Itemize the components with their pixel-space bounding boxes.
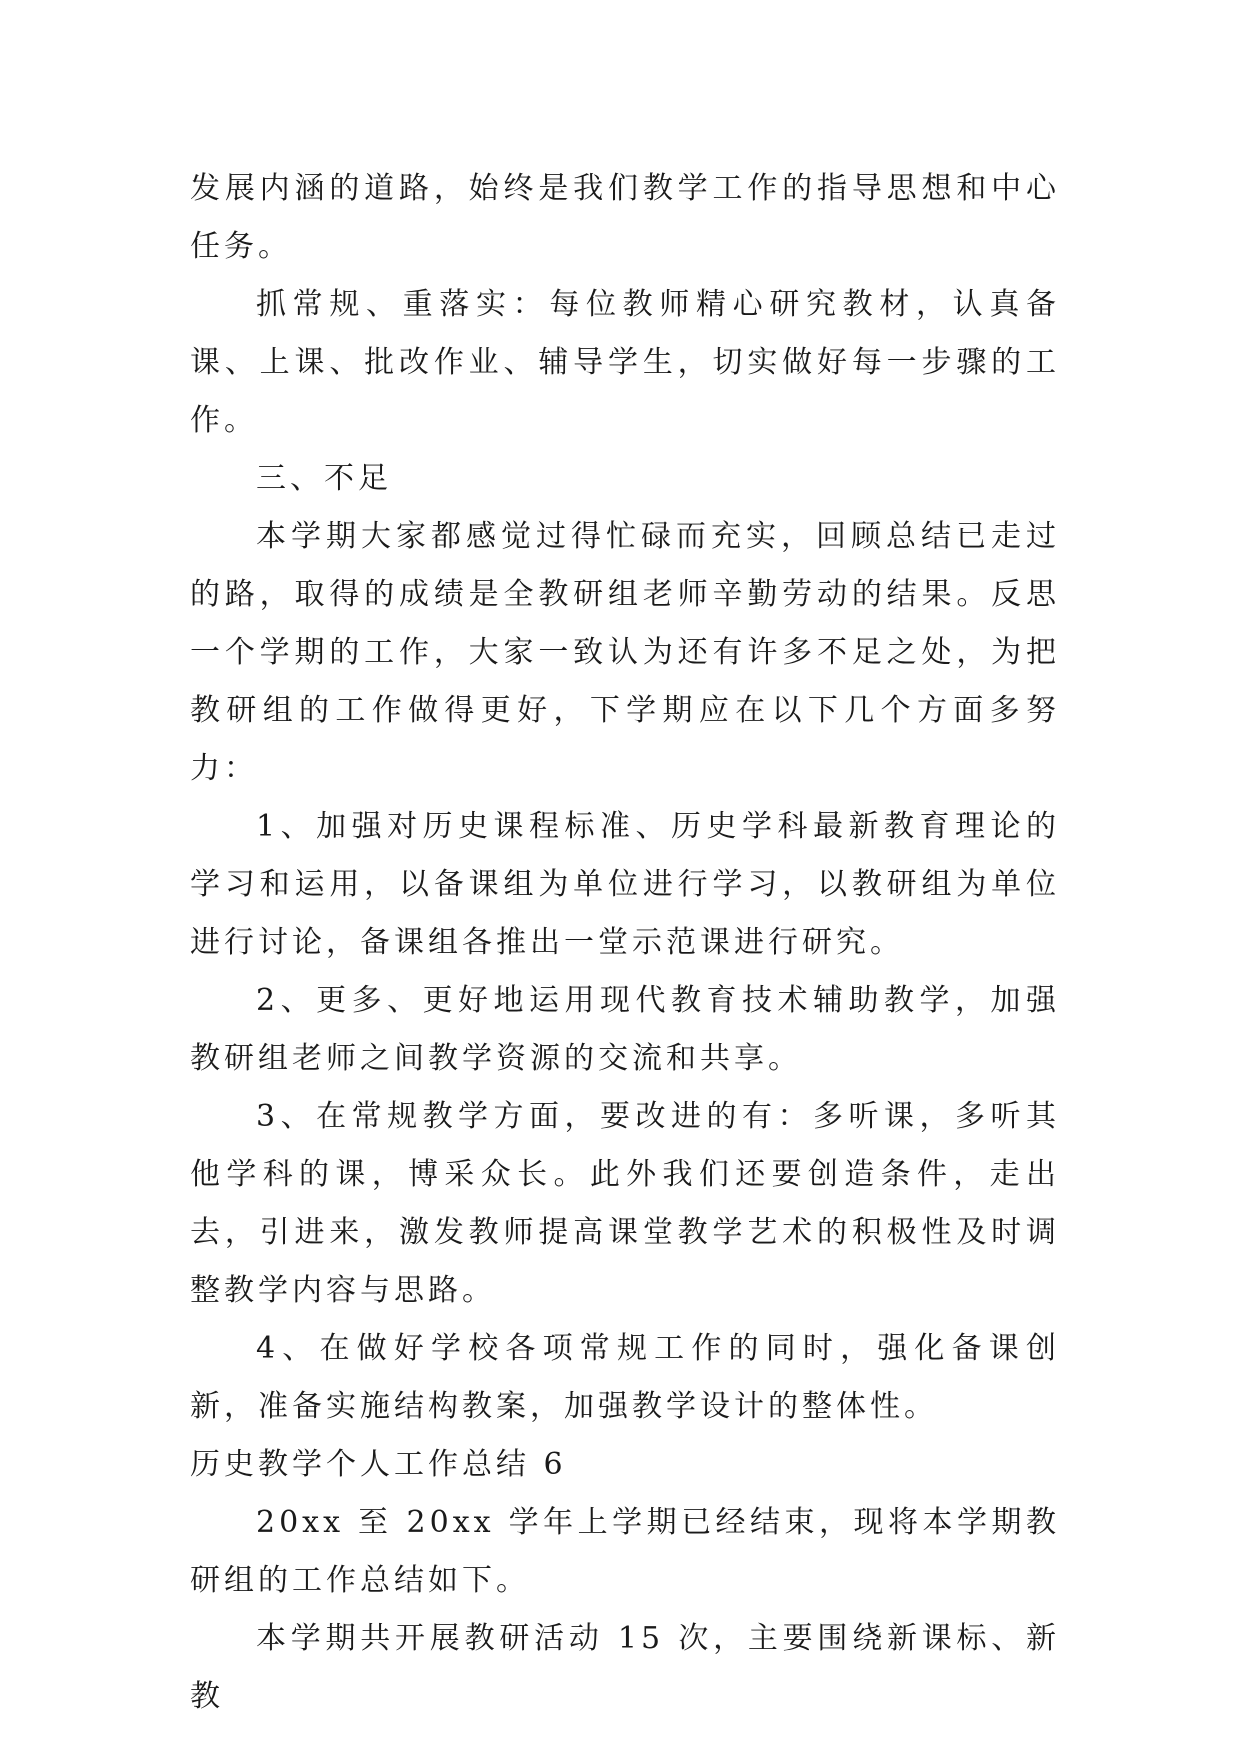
- list-item-3: 3、在常规教学方面，要改进的有：多听课，多听其他学科的课，博采众长。此外我们还要创造条件，走出去，引进来，激发教师提高课堂教学艺术的积极性及时调整教学内容与思路。: [190, 1099, 1060, 1308]
- paragraph-routine: 抓常规、重落实：每位教师精心研究教材，认真备课、上课、批改作业、辅导学生，切实做好每一步骤的工作。: [190, 287, 1060, 438]
- subheading-shortcomings: 三、不足: [256, 461, 392, 496]
- list-item-1: 1、加强对历史课程标准、历史学科最新教育理论的学习和运用，以备课组为单位进行学习，以教研组为单位进行讨论，备课组各推出一堂示范课进行研究。: [190, 809, 1060, 960]
- section-title: 历史教学个人工作总结 6: [190, 1447, 567, 1482]
- paragraph-activities: 本学期共开展教研活动 15 次，主要围绕新课标、新教: [190, 1621, 1060, 1714]
- paragraph-continuation: 发展内涵的道路，始终是我们教学工作的指导思想和中心任务。: [190, 171, 1060, 264]
- paragraph-intro: 20xx 至 20xx 学年上学期已经结束，现将本学期教研组的工作总结如下。: [190, 1505, 1060, 1598]
- list-item-2: 2、更多、更好地运用现代教育技术辅助教学，加强教研组老师之间教学资源的交流和共享。: [190, 983, 1060, 1076]
- list-item-4: 4、在做好学校各项常规工作的同时，强化备课创新，准备实施结构教案，加强教学设计的整体性。: [190, 1331, 1060, 1424]
- paragraph-reflection: 本学期大家都感觉过得忙碌而充实，回顾总结已走过的路，取得的成绩是全教研组老师辛勤劳动的结果。反思一个学期的工作，大家一致认为还有许多不足之处，为把教研组的工作做得更好，下学期应在以下几个方面多努力：: [190, 519, 1060, 786]
- document-body: [190, 160, 1060, 1726]
